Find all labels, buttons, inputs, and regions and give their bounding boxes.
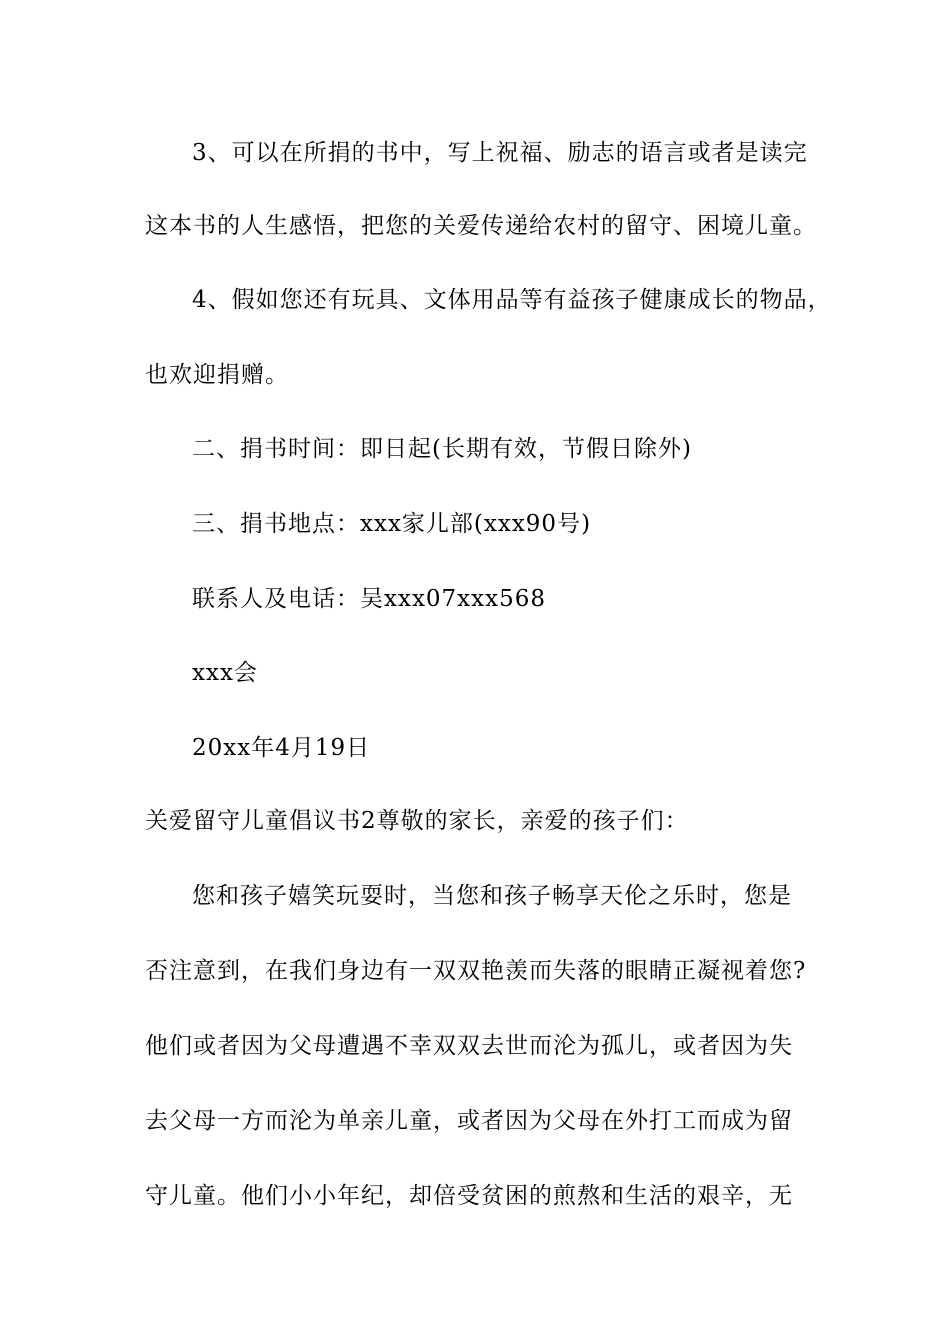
paragraph-line: 二、捐书时间：即日起(长期有效，节假日除外) xyxy=(192,436,692,462)
paragraph-line: 三、捐书地点：xxx家儿部(xxx90号) xyxy=(192,511,592,537)
paragraph-line: 关爱留守儿童倡议书2尊敬的家长，亲爱的孩子们： xyxy=(145,808,689,834)
paragraph-line: 否注意到，在我们身边有一双双艳羡而失落的眼睛正凝视着您? xyxy=(145,958,807,984)
paragraph-line: 联系人及电话：吴xxx07xxx568 xyxy=(192,586,546,612)
paragraph-line: 也欢迎捐赠。 xyxy=(145,362,289,388)
paragraph-line: 4、假如您还有玩具、文体用品等有益孩子健康成长的物品， xyxy=(192,287,832,313)
paragraph-line: 您和孩子嬉笑玩耍时，当您和孩子畅享天伦之乐时，您是 xyxy=(192,883,792,909)
paragraph-line: 去父母一方而沦为单亲儿童，或者因为父母在外打工而成为留 xyxy=(145,1108,793,1134)
paragraph-line: 这本书的人生感悟，把您的关爱传递给农村的留守、困境儿童。 xyxy=(145,213,817,239)
paragraph-line: 3、可以在所捐的书中，写上祝福、励志的语言或者是读完 xyxy=(192,140,808,166)
paragraph-line: xxx会 xyxy=(192,660,258,686)
paragraph-line: 守儿童。他们小小年纪，却倍受贫困的煎熬和生活的艰辛，无 xyxy=(145,1183,793,1209)
paragraph-line: 他们或者因为父母遭遇不幸双双去世而沦为孤儿，或者因为失 xyxy=(145,1033,793,1059)
paragraph-line: 20xx年4月19日 xyxy=(192,735,371,761)
